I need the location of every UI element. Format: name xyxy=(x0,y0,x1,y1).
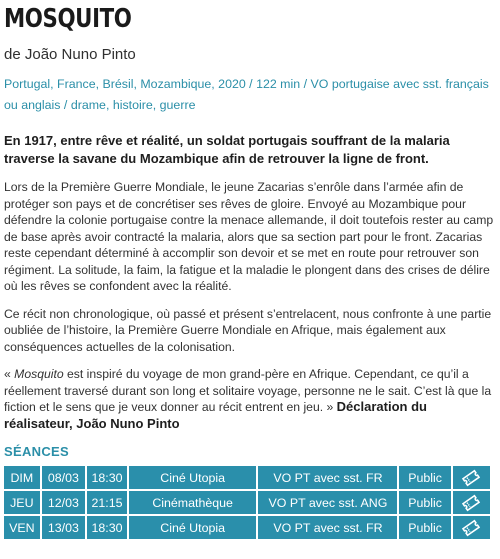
session-venue: Ciné Utopia xyxy=(129,516,257,539)
ticket-icon[interactable] xyxy=(461,469,481,487)
film-page xyxy=(4,4,494,541)
session-venue: Cinémathèque xyxy=(129,491,257,514)
session-date: 13/03 xyxy=(42,516,86,539)
session-audience: Public xyxy=(399,466,450,489)
session-audience: Public xyxy=(399,491,450,514)
session-audience: Public xyxy=(399,516,450,539)
director-line: de João Nuno Pinto xyxy=(4,46,136,63)
seances-heading: SÉANCES xyxy=(4,444,69,459)
synopsis-paragraph-1: Lors de la Première Guerre Mondiale, le jeune Zacarias s’enrôle dans l’armée afin de protéger son pays et de concrétiser ses rêves de gloire. Envoyé au Mozambique pour défendre la colonie portugaise contre la menace allemande, il doit toutefois rester au camp de base après avoir contracté la malaria, alors que sa section part pour le front. Zacarias reste cependant déterminé à accomplir son devoir et se met en route pour retrouver son régiment. La solitude, la faim, la fatigue et la maladie le plongent dans des crises de délire où les rêves se confondent avec la réalité. xyxy=(4,180,494,293)
ticket-button[interactable] xyxy=(453,516,490,539)
ticket-icon[interactable] xyxy=(461,519,481,537)
session-day: VEN xyxy=(4,516,40,539)
session-row xyxy=(4,466,490,489)
session-day: JEU xyxy=(4,491,40,514)
quote-open: « xyxy=(4,367,15,381)
film-title: MOSQUITO xyxy=(4,4,132,34)
session-time: 21:15 xyxy=(87,491,127,514)
ticket-icon[interactable] xyxy=(461,494,481,512)
synopsis-lead: En 1917, entre rêve et réalité, un soldat portugais souffrant de la malaria traverse la savane du Mozambique afin de retrouver la ligne de front. xyxy=(4,133,450,166)
session-row xyxy=(4,516,490,539)
quote-film-title: Mosquito xyxy=(14,367,64,381)
session-day: DIM xyxy=(4,466,40,489)
quote-attribution: Déclaration du réalisateur, João Nuno Pinto xyxy=(4,399,427,431)
film-meta: Portugal, France, Brésil, Mozambique, 2020 / 122 min / VO portugaise avec sst. français ou anglais / drame, histoire, guerre xyxy=(4,77,489,112)
synopsis-paragraph-2: Ce récit non chronologique, où passé et présent s’entrelacent, nous confronte à une partie oubliée de l’histoire, la Première Guerre Mondiale en Afrique, mais également aux conséquences actuelles de la colonisation. xyxy=(4,306,492,354)
session-row xyxy=(4,491,490,514)
ticket-button[interactable] xyxy=(453,491,490,514)
session-venue: Ciné Utopia xyxy=(129,466,257,489)
session-date: 12/03 xyxy=(42,491,86,514)
session-version: VO PT avec sst. FR xyxy=(258,466,397,489)
quote-text: est inspiré du voyage de mon grand-père en Afrique. Cependant, ce qu’il a réellement traversé durant son long et solitaire voyage, personne ne le sait. C’est là que la fiction et le sens que je veux donner au récit entrent en jeu. » xyxy=(4,367,492,414)
director-quote xyxy=(4,366,494,432)
session-version: VO PT avec sst. FR xyxy=(258,516,397,539)
session-time: 18:30 xyxy=(87,466,127,489)
sessions-table xyxy=(2,464,492,541)
ticket-button[interactable] xyxy=(453,466,490,489)
session-date: 08/03 xyxy=(42,466,86,489)
session-version: VO PT avec sst. ANG xyxy=(258,491,397,514)
session-time: 18:30 xyxy=(87,516,127,539)
